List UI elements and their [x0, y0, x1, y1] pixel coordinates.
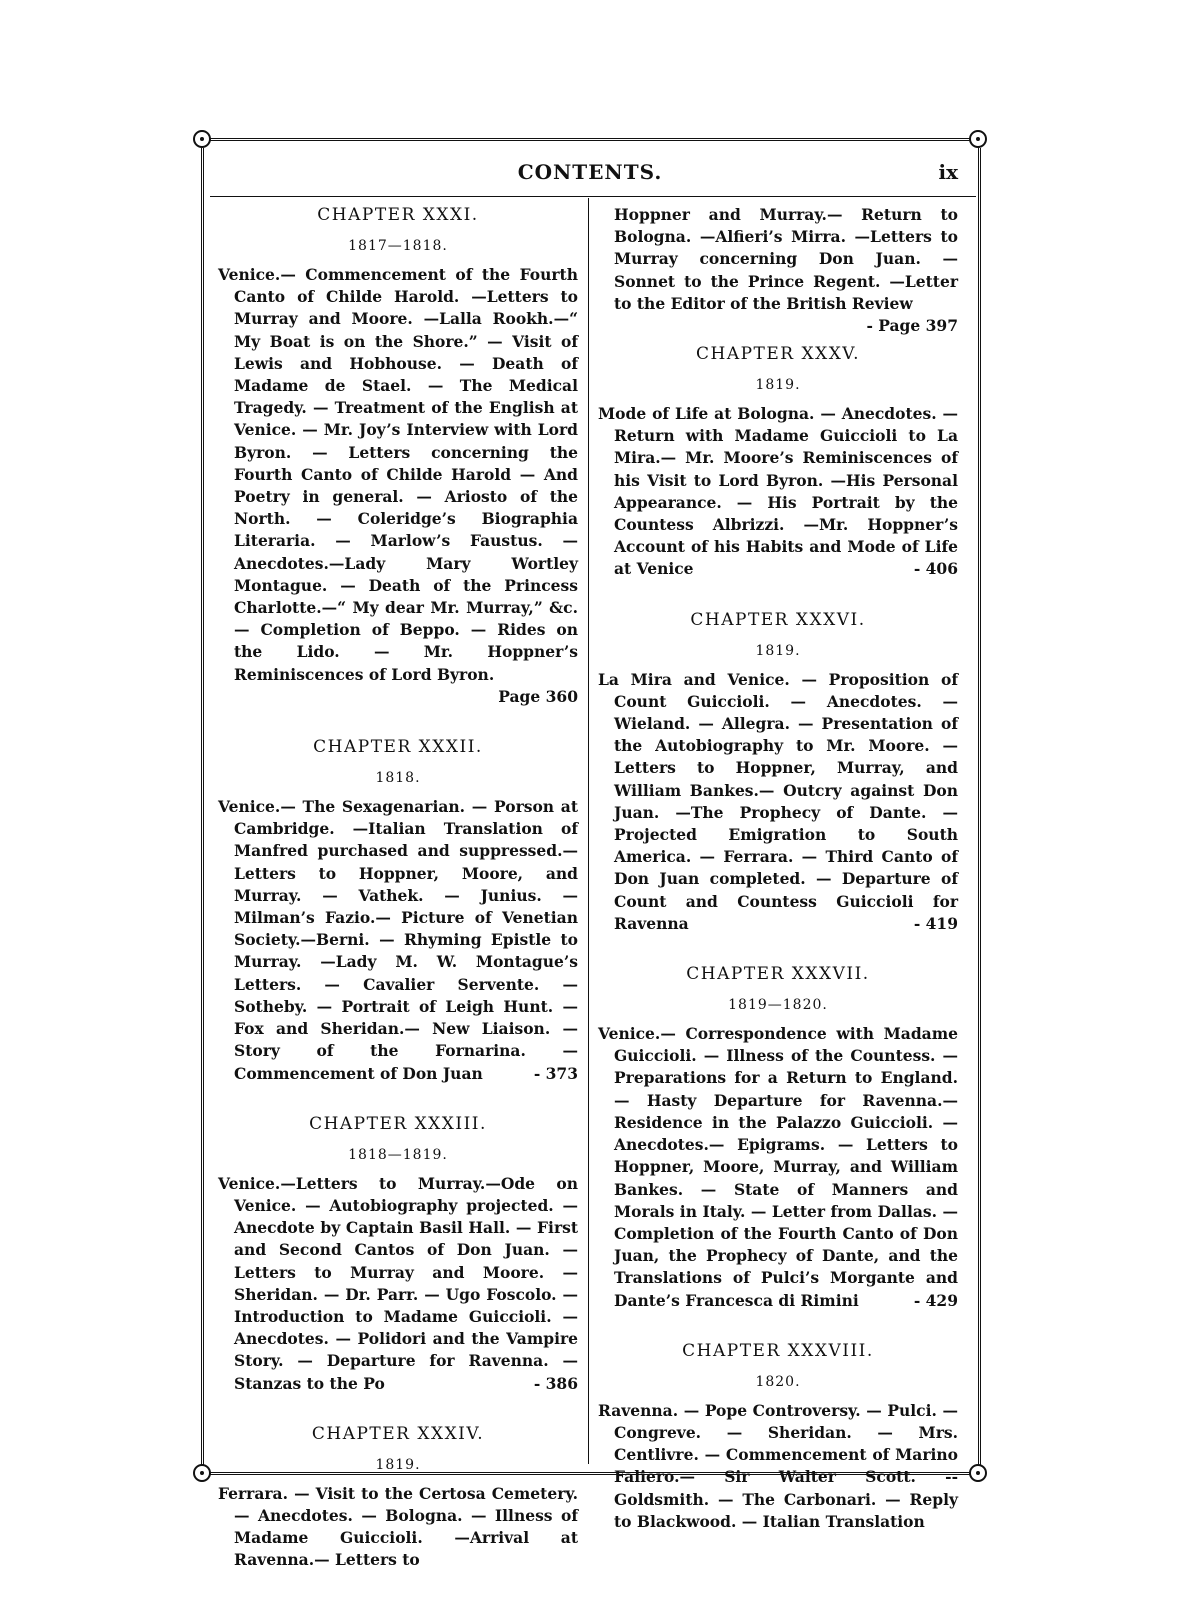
chapter-entry-continued [598, 204, 958, 336]
chapter-entry [218, 1423, 578, 1572]
chapter-summary [218, 796, 578, 1085]
chapter-title: CHAPTER XXXI. [317, 205, 479, 225]
corner-ornament-icon [969, 1464, 987, 1482]
chapter-entry [218, 204, 578, 708]
frame-top-rule [208, 138, 978, 141]
chapter-summary-text: Hoppner and Murray.— Return to Bologna. —Alfieri’s Mirra. —Letters to Murray concerning Don Juan. — Sonnet to the Prince Regent. —Letter to the Editor of the British Review [614, 205, 958, 313]
chapter-years: 1817—1818. [348, 238, 448, 254]
chapter-summary [218, 1173, 578, 1395]
page-reference: Page 360 [498, 686, 578, 706]
corner-ornament-icon [969, 130, 987, 148]
chapter-years: 1818—1819. [348, 1146, 448, 1163]
left-column [218, 204, 578, 1600]
header-rule [210, 196, 976, 197]
chapter-summary: Venice.— Commencement of the Fourth Canto of Childe Harold. —Letters to Murray and Moore. —Lalla Rookh.—“ My Boat is on the Shore.” — Visit of Lewis and Hobhouse. — Death of Madame de Stael. — The Medical Tragedy. — Treatment of the English at Venice. — Mr. Joy’s Interview with Lord Byron. — Letters concerning the Fourth Canto of Childe Harold — And Poetry in general. — Ariosto of the North. — Coleridge’s Biographia Literaria. — Marlow’s Faustus. —Anecdotes.—Lady Mary Wortley Montague. — Death of the Princess Charlotte.—“ My dear Mr. Murray,” &c. — Completion of Beppo. — Rides on the Lido. — Mr. Hoppner’s Reminiscences of Lord Byron. [218, 265, 578, 684]
page-reference: - Page 397 [866, 316, 958, 336]
chapter-title: CHAPTER XXXVII. [686, 964, 870, 985]
corner-ornament-icon [193, 1464, 211, 1482]
chapter-summary [598, 1023, 958, 1312]
chapter-years: 1819—1820. [728, 997, 828, 1014]
chapter-summary: Ravenna. — Pope Controversy. — Pulci. — Congreve. — Sheridan. — Mrs. Centlivre. — Commencement of Marino Faliero.— Sir Walter Scott. -- Goldsmith. — The Carbonari. — Reply to Blackwood. — Italian Translation [598, 1400, 958, 1531]
chapter-summary [598, 403, 958, 581]
page-reference: - 419 [913, 913, 958, 933]
chapter-summary-text: Mode of Life at Bologna. — Anecdotes. — Return with Madame Guiccioli to La Mira.— Mr. Moore’s Reminiscences of his Visit to Lord Byron. —His Personal Appearance. — His Portrait by the Countess Albrizzi. —Mr. Hoppner’s Account of his Habits and Mode of Life at Venice [598, 404, 958, 579]
chapter-entry [598, 609, 958, 935]
page-reference: - 406 [913, 559, 958, 579]
chapter-years: 1819. [375, 1456, 421, 1473]
chapter-years: 1819. [755, 377, 801, 394]
page-reference: - 373 [533, 1063, 578, 1083]
chapter-years: 1820. [755, 1373, 801, 1390]
chapter-years: 1818. [375, 770, 421, 787]
chapter-summary-text: Venice.— The Sexagenarian. — Porson at Cambridge. —Italian Translation of Manfred purchased and suppressed.—Letters to Hoppner, Moore, and Murray. — Vathek. — Junius. — Milman’s Fazio.— Picture of Venetian Society.—Berni. — Rhyming Epistle to Murray. —Lady M. W. Montague’s Letters. — Cavalier Servente. — Sotheby. — Portrait of Leigh Hunt. — Fox and Sheridan.— New Liaison. — Story of the Fornarina. — Commencement of Don Juan [218, 797, 578, 1083]
chapter-title: CHAPTER XXXV. [695, 344, 861, 365]
chapter-summary [598, 204, 958, 336]
page-number: ix [938, 160, 958, 184]
chapter-title: CHAPTER XXXVIII. [682, 1340, 874, 1361]
chapter-title: CHAPTER XXXIII. [309, 1113, 487, 1134]
chapter-title: CHAPTER XXXIV. [311, 1423, 485, 1444]
chapter-summary-text: Venice.— Correspondence with Madame Guiccioli. — Illness of the Countess. — Preparations for a Return to England. — Hasty Departure for Ravenna.— Residence in the Palazzo Guiccioli. —Anecdotes.— Epigrams. — Letters to Hoppner, Moore, Murray, and William Bankes. — State of Manners and Morals in Italy. — Letter from Dallas. — Completion of the Fourth Canto of Don Juan, the Prophecy of Dante, and the Translations of Pulci’s Morgante and Dante’s Francesca di Rimini [598, 1024, 958, 1310]
chapter-entry [218, 736, 578, 1085]
chapter-title: CHAPTER XXXII. [313, 737, 483, 758]
frame-right-rule [978, 148, 981, 1466]
chapter-summary-text: Venice.—Letters to Murray.—Ode on Venice. — Autobiography projected. — Anecdote by Captain Basil Hall. — First and Second Cantos of Don Juan. — Letters to Murray and Moore. — Sheridan. — Dr. Parr. — Ugo Foscolo. — Introduction to Madame Guiccioli. — Anecdotes. — Polidori and the Vampire Story. — Departure for Ravenna. — Stanzas to the Po [218, 1173, 578, 1393]
chapter-entry [598, 343, 958, 581]
chapter-summary [598, 669, 958, 935]
chapter-entry [598, 963, 958, 1312]
frame-left-rule [201, 148, 204, 1466]
right-column [598, 204, 958, 1561]
page-header [210, 156, 970, 196]
chapter-title: CHAPTER XXXVI. [690, 609, 866, 630]
column-divider [588, 198, 589, 1464]
chapter-entry [218, 1113, 578, 1395]
page-reference: - 386 [533, 1373, 578, 1393]
corner-ornament-icon [193, 130, 211, 148]
chapter-years: 1819. [755, 642, 801, 659]
running-title: CONTENTS. [517, 160, 663, 184]
chapter-summary: Ferrara. — Visit to the Certosa Cemetery. — Anecdotes. — Bologna. — Illness of Madame Guiccioli. —Arrival at Ravenna.— Letters to [218, 1483, 578, 1570]
page-reference: - 429 [913, 1290, 958, 1310]
chapter-entry [598, 1340, 958, 1533]
chapter-summary-text: La Mira and Venice. — Proposition of Count Guiccioli. — Anecdotes. — Wieland. — Allegra. — Presentation of the Autobiography to Mr. Moore. — Letters to Hoppner, Murray, and William Bankes.— Outcry against Don Juan. —The Prophecy of Dante. —Projected Emigration to South America. — Ferrara. — Third Canto of Don Juan completed. — Departure of Count and Countess Guiccioli for Ravenna [598, 669, 958, 933]
